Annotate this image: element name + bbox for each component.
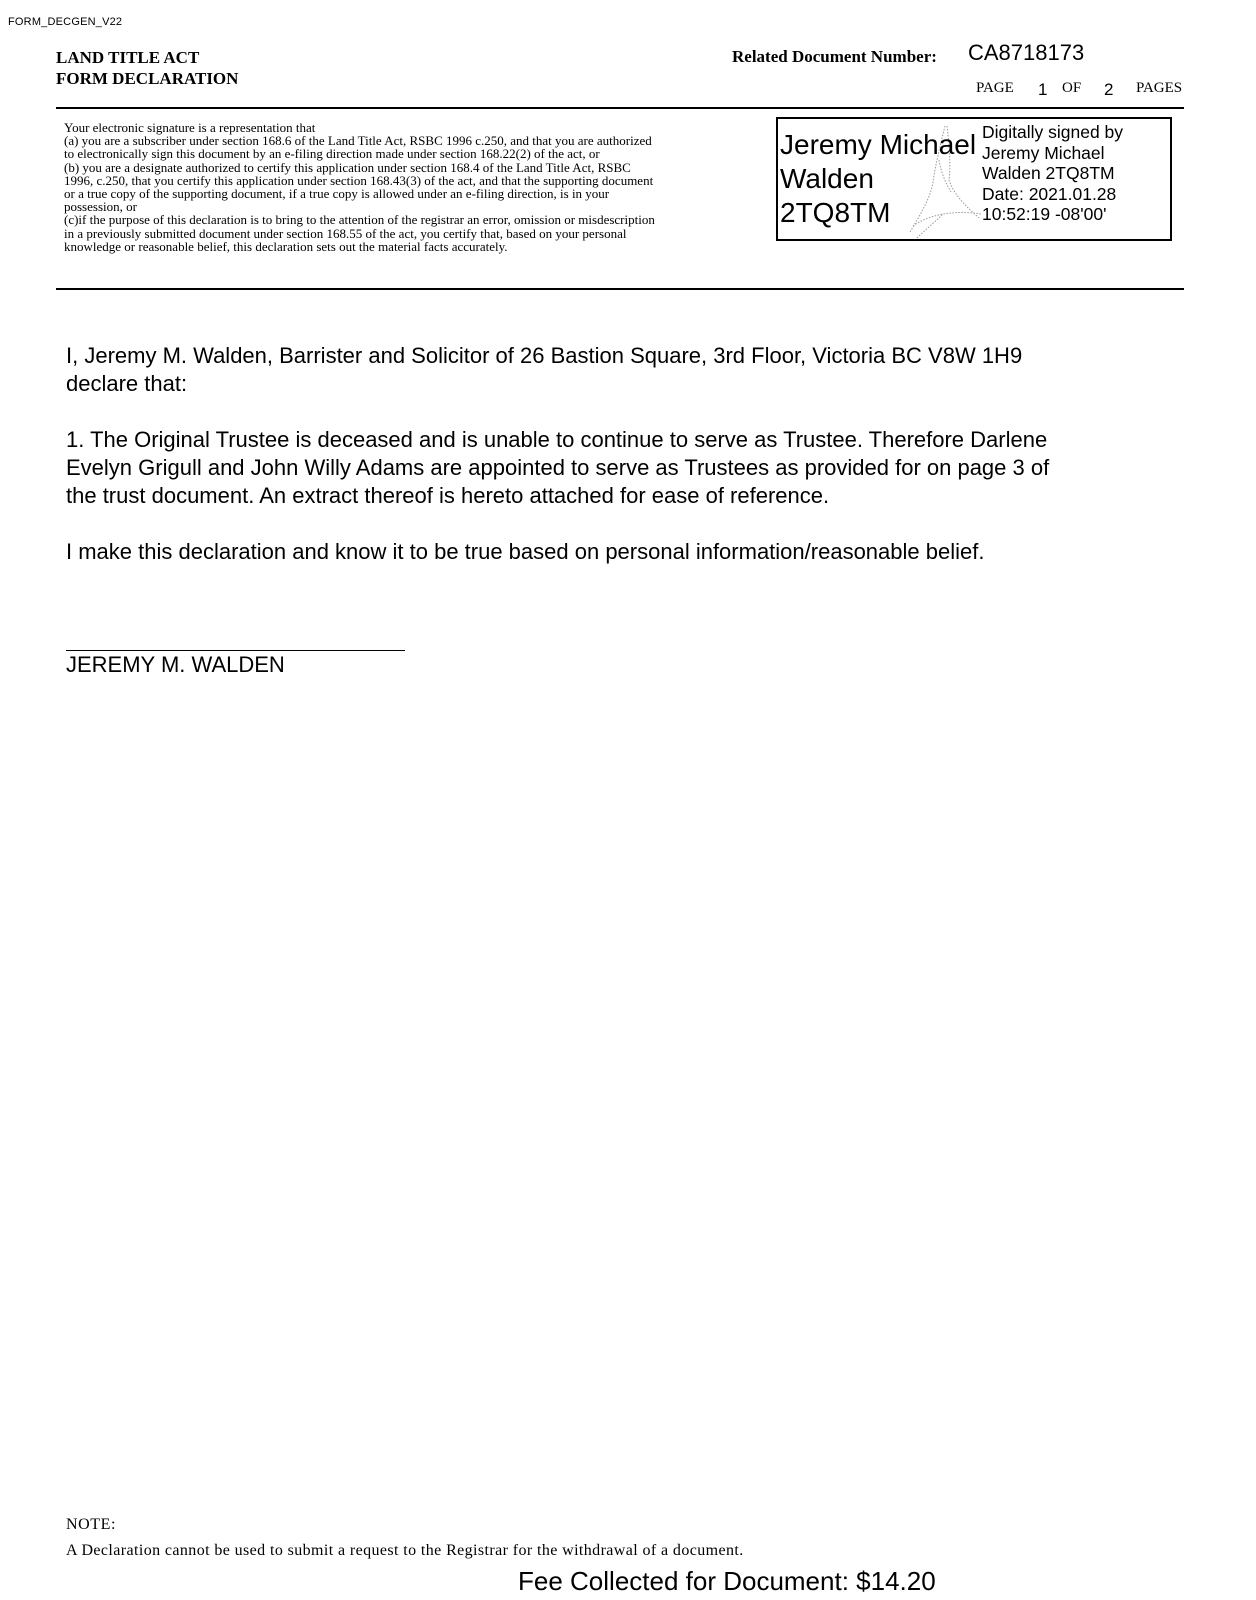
intro-line: I, Jeremy M. Walden, Barrister and Solicitor of 26 Bastion Square, 3rd Floor, Victoria BC V8W 1H9 bbox=[66, 343, 1023, 368]
signature-detail-line: Date: 2021.01.28 bbox=[982, 183, 1117, 204]
pages-label: PAGES bbox=[1136, 80, 1183, 96]
header-divider bbox=[56, 107, 1184, 109]
signature-line bbox=[66, 650, 405, 651]
intro-line: declare that: bbox=[66, 371, 188, 396]
note-label: NOTE: bbox=[66, 1516, 117, 1533]
declaration-intro bbox=[66, 342, 1022, 398]
representation-line: (b) you are a designate authorized to certify this application under section 168.4 of the Land Title Act, RSBC bbox=[64, 159, 631, 175]
signer-name bbox=[780, 128, 976, 230]
signatory-name: JEREMY M. WALDEN bbox=[66, 652, 285, 677]
representation-divider bbox=[56, 288, 1184, 290]
signature-detail-line: 10:52:19 -08'00' bbox=[982, 204, 1107, 224]
representation-line: in a previously submitted document under section 168.55 of the act, you certify that, based on your personal bbox=[64, 225, 627, 241]
signature-detail-line: Walden 2TQ8TM bbox=[982, 163, 1115, 183]
declaration-item-1 bbox=[66, 426, 1049, 510]
signature-detail-line: Digitally signed by bbox=[982, 122, 1124, 142]
of-label: OF bbox=[1062, 80, 1082, 96]
representation-line: possession, or bbox=[64, 199, 137, 215]
related-document-label: Related Document Number: bbox=[732, 47, 937, 66]
representation-line: (c)if the purpose of this declaration is to bring to the attention of the registrar an error, omission or misdescription bbox=[64, 212, 655, 228]
signer-name-line: Walden bbox=[780, 163, 874, 194]
representation-line: to electronically sign this document by an e-filing direction made under section 168.22(2) of the act, or bbox=[64, 146, 600, 162]
total-pages: 2 bbox=[1104, 80, 1114, 99]
note-text: A Declaration cannot be used to submit a request to the Registrar for the withdrawal of a document. bbox=[66, 1542, 744, 1559]
digital-signature-details bbox=[982, 122, 1123, 225]
page-number: 1 bbox=[1038, 80, 1048, 99]
form-title-line1: LAND TITLE ACT bbox=[56, 48, 200, 67]
signer-name-line: Jeremy Michael bbox=[780, 129, 977, 160]
representation-line: or a true copy of the supporting document, if a true copy is allowed under an e-filing direction, is in your bbox=[64, 186, 610, 202]
page-label: PAGE bbox=[976, 80, 1014, 96]
representation-line: (a) you are a subscriber under section 168.6 of the Land Title Act, RSBC 1996 c.250, and that you are authorized bbox=[64, 133, 652, 149]
declaration-statement: I make this declaration and know it to be true based on personal information/reasonable belief. bbox=[66, 539, 985, 564]
representation-line: Your electronic signature is a representation that bbox=[64, 120, 316, 135]
item-line: 1. The Original Trustee is deceased and is unable to continue to serve as Trustee. Therefore Darlene bbox=[66, 427, 1048, 452]
form-title-line2: FORM DECLARATION bbox=[56, 69, 239, 88]
representation-line: knowledge or reasonable belief, this declaration sets out the material facts accurately. bbox=[64, 238, 508, 254]
form-code: FORM_DECGEN_V22 bbox=[8, 16, 123, 28]
representation-text bbox=[64, 121, 764, 253]
item-line: Evelyn Grigull and John Willy Adams are appointed to serve as Trustees as provided for on page 3 of bbox=[66, 455, 1050, 480]
form-title bbox=[56, 47, 238, 89]
item-line: the trust document. An extract thereof is hereto attached for ease of reference. bbox=[66, 483, 830, 508]
related-document-number: CA8718173 bbox=[968, 40, 1085, 65]
fee-collected: Fee Collected for Document: $14.20 bbox=[518, 1566, 936, 1596]
representation-line: 1996, c.250, that you certify this application under section 168.43(3) of the act, and that the supporting document bbox=[64, 172, 654, 188]
signer-name-line: 2TQ8TM bbox=[780, 197, 891, 228]
signature-detail-line: Jeremy Michael bbox=[982, 142, 1105, 163]
